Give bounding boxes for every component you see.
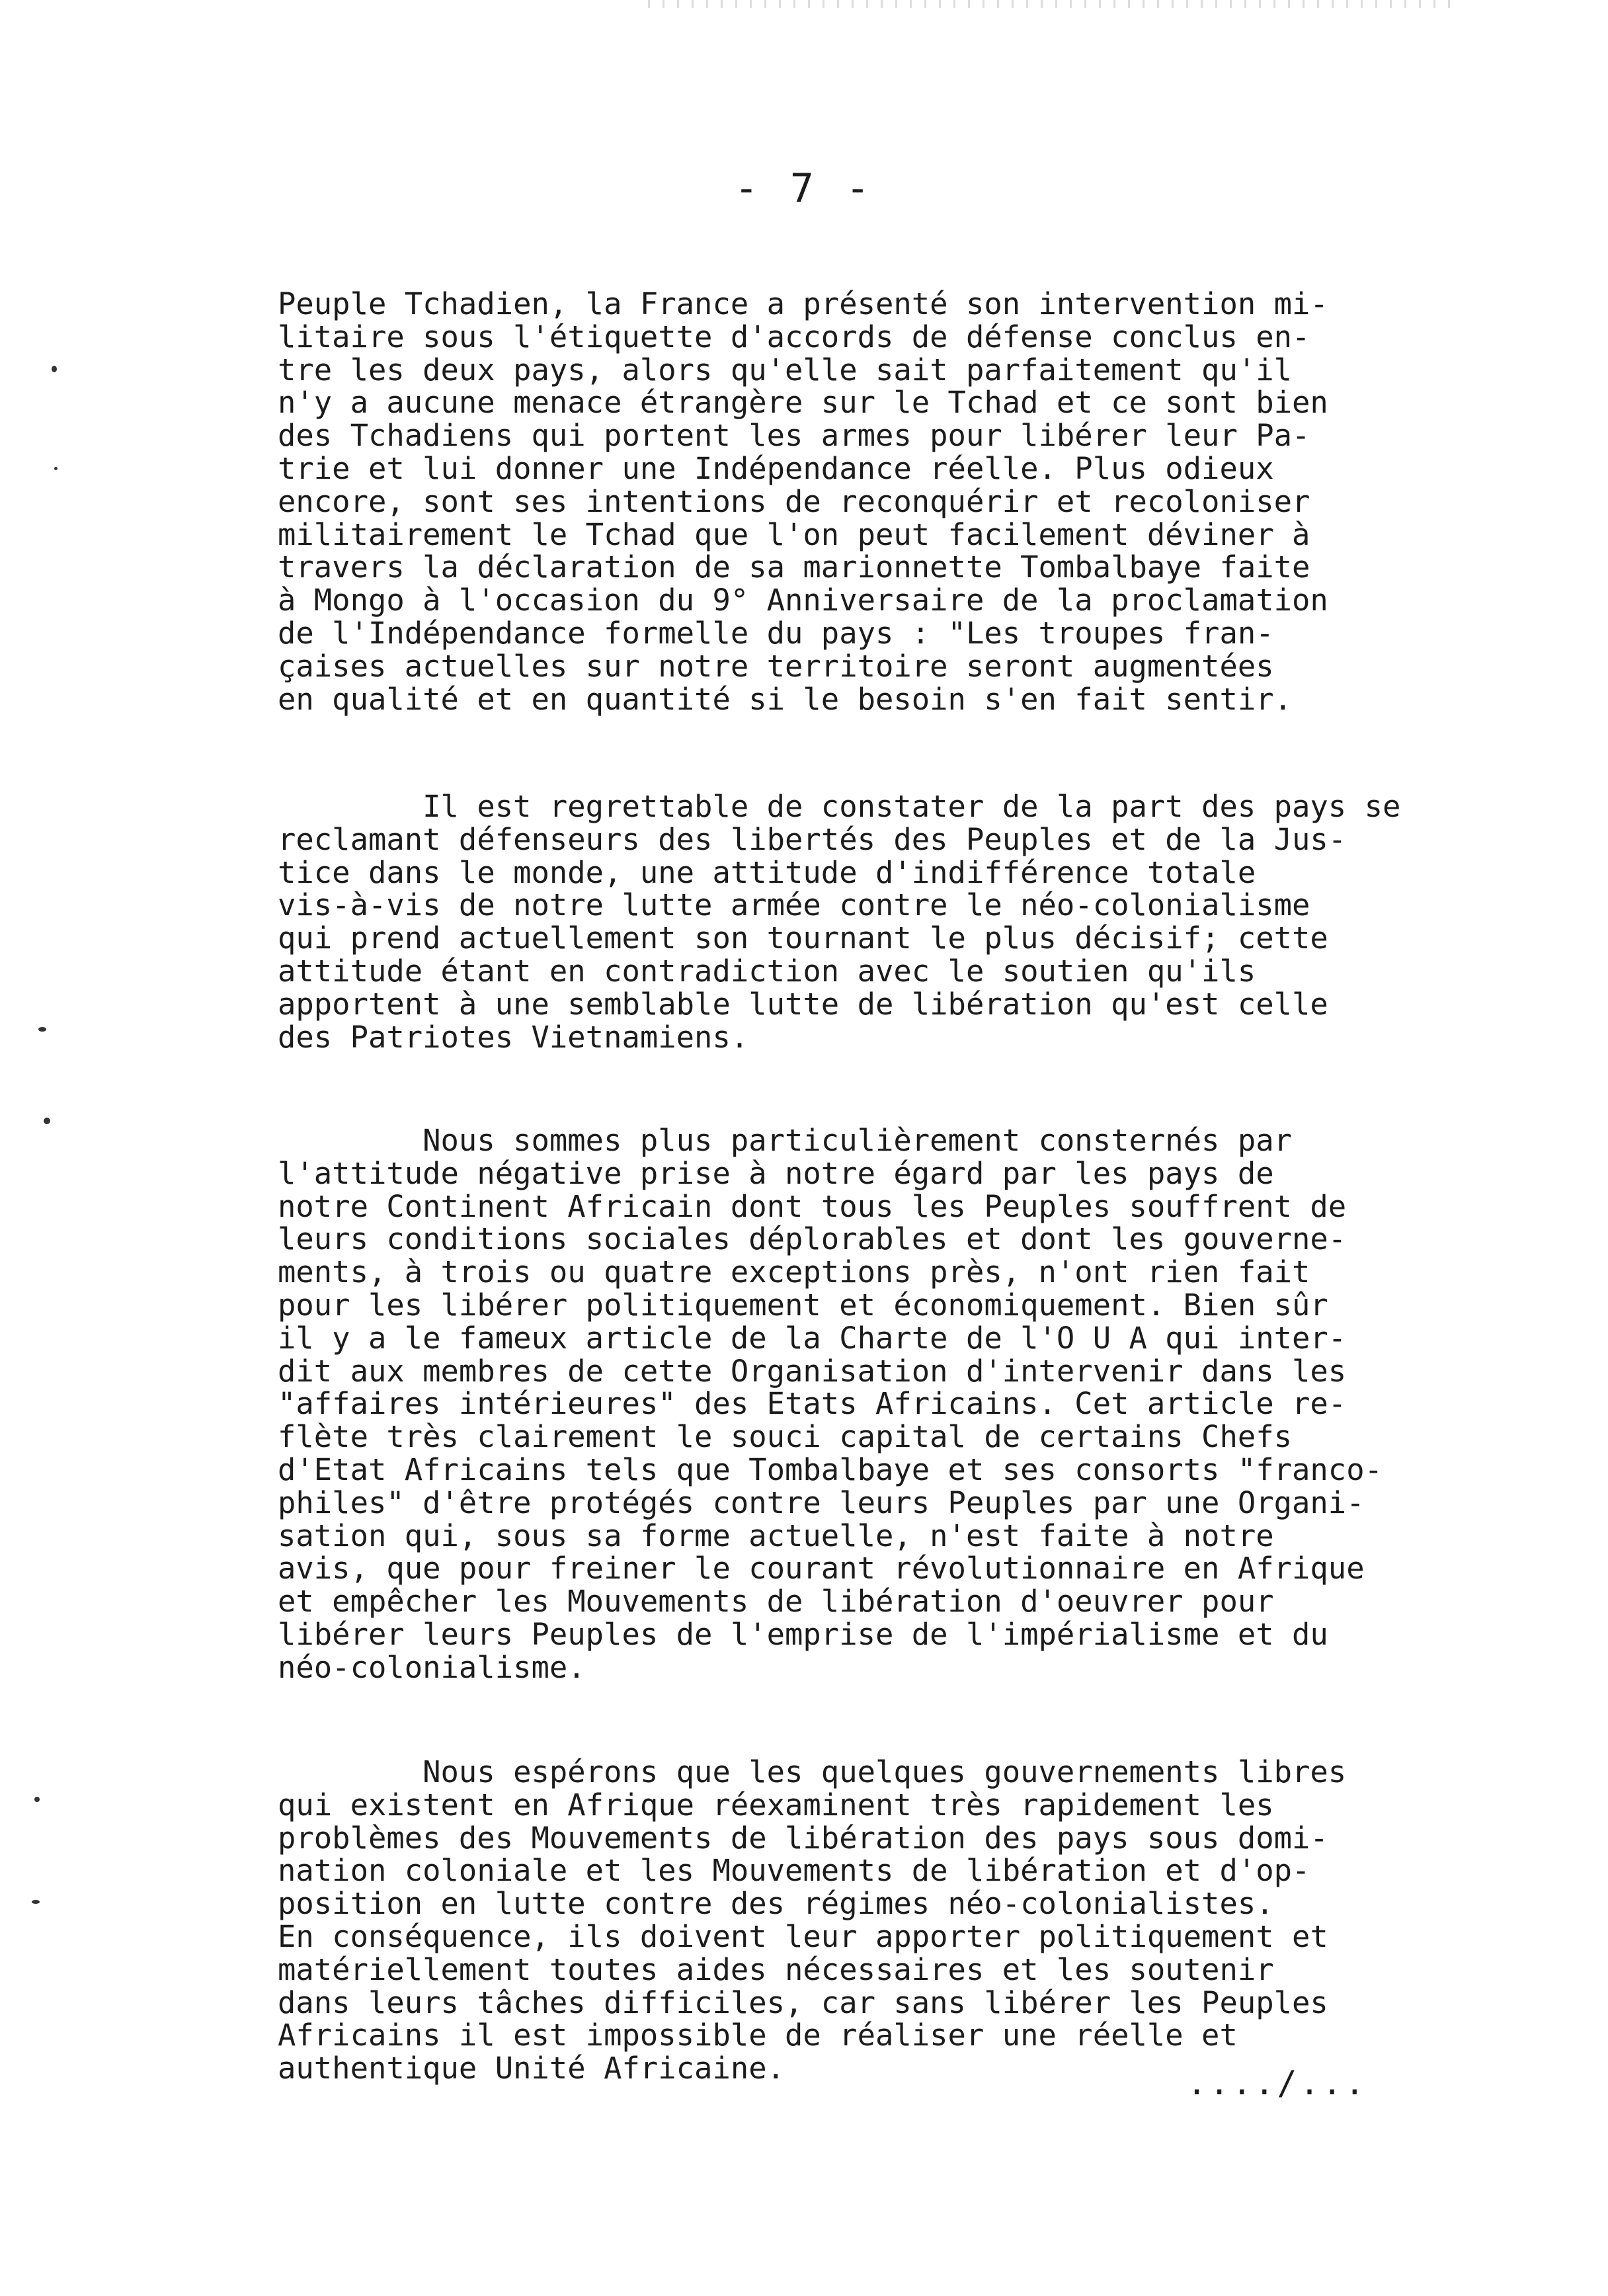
text-line: et empêcher les Mouvements de libération d'oeuvrer pour <box>278 1584 1274 1620</box>
text-line: nation coloniale et les Mouvements de libération et d'op- <box>278 1853 1310 1889</box>
text-line: n'y a aucune menace étrangère sur le Tchad et ce sont bien <box>278 385 1328 421</box>
text-line: à Mongo à l'occasion du 9° Anniversaire de la proclamation <box>278 583 1328 618</box>
text-line: libérer leurs Peuples de l'emprise de l'impérialisme et du <box>278 1616 1328 1652</box>
text-line: çaises actuelles sur notre territoire seront augmentées <box>278 648 1274 684</box>
margin-speck <box>52 366 57 372</box>
text-line: néo-colonialisme. <box>278 1649 586 1685</box>
text-line: philes" d'être protégés contre leurs Peuples par une Organi- <box>278 1485 1365 1520</box>
text-line: tice dans le monde, une attitude d'indifférence totale <box>278 854 1256 890</box>
text-line: Peuple Tchadien, la France a présenté son intervention mi- <box>278 286 1328 321</box>
paragraph-1 <box>278 288 1521 716</box>
text-line: d'Etat Africains tels que Tombalbaye et ses consorts "franco- <box>278 1452 1383 1487</box>
text-line: authentique Unité Africaine. <box>278 2051 785 2086</box>
continuation-mark: ..../... <box>1187 2064 1367 2102</box>
text-line: qui existent en Afrique réexaminent très rapidement les <box>278 1787 1274 1823</box>
margin-speck <box>34 1797 40 1802</box>
paragraph-4 <box>278 1756 1521 2085</box>
text-line: encore, sont ses intentions de reconquérir et recoloniser <box>278 483 1310 519</box>
text-line: Africains il est impossible de réaliser une réelle et <box>278 2018 1238 2053</box>
text-line: qui prend actuellement son tournant le plus décisif; cette <box>278 921 1328 956</box>
text-line: reclamant défenseurs des libertés des Peuples et de la Jus- <box>278 821 1347 857</box>
text-line: position en lutte contre des régimes néo-colonialistes. <box>278 1886 1274 1922</box>
text-line: militairement le Tchad que l'on peut facilement déviner à <box>278 516 1310 552</box>
text-line: l'attitude négative prise à notre égard par les pays de <box>278 1155 1274 1191</box>
text-line: apportent à une semblable lutte de libération qu'est celle <box>278 986 1328 1022</box>
text-line: En conséquence, ils doivent leur apporter politiquement et <box>278 1918 1328 1954</box>
text-line: sation qui, sous sa forme actuelle, n'est faite à notre <box>278 1518 1274 1553</box>
text-line: ments, à trois ou quatre exceptions près, n'ont rien fait <box>278 1254 1310 1290</box>
text-line: vis-à-vis de notre lutte armée contre le néo-colonialisme <box>278 887 1310 923</box>
text-line: Nous espérons que les quelques gouvernements libres <box>278 1754 1347 1789</box>
text-line: pour les libérer politiquement et économiquement. Bien sûr <box>278 1287 1328 1323</box>
scan-noise-top <box>648 0 1455 8</box>
text-line: flète très clairement le souci capital de certains Chefs <box>278 1419 1293 1455</box>
text-line: matériellement toutes aides nécessaires et les soutenir <box>278 1951 1274 1987</box>
text-line: en qualité et en quantité si le besoin s'en fait sentir. <box>278 681 1293 717</box>
margin-speck <box>32 1900 40 1904</box>
text-line: des Patriotes Vietnamiens. <box>278 1019 749 1055</box>
text-line: travers la déclaration de sa marionnette Tombalbaye faite <box>278 550 1310 585</box>
margin-speck <box>38 1027 46 1032</box>
paragraph-3 <box>278 1124 1521 1684</box>
margin-speck <box>44 1118 50 1124</box>
text-line: Nous sommes plus particulièrement consternés par <box>278 1123 1293 1158</box>
text-line: litaire sous l'étiquette d'accords de défense conclus en- <box>278 319 1310 354</box>
text-line: notre Continent Africain dont tous les Peuples souffrent de <box>278 1188 1347 1224</box>
margin-speck <box>54 467 58 470</box>
text-line: "affaires intérieures" des Etats Africains. Cet article re- <box>278 1386 1347 1422</box>
text-line: de l'Indépendance formelle du pays : "Les troupes fran- <box>278 615 1274 651</box>
text-line: Il est regrettable de constater de la part des pays se <box>278 789 1401 824</box>
text-line: leurs conditions sociales déplorables et dont les gouverne- <box>278 1221 1347 1257</box>
text-line: des Tchadiens qui portent les armes pour libérer leur Pa- <box>278 418 1310 454</box>
text-line: tre les deux pays, alors qu'elle sait parfaitement qu'il <box>278 352 1293 388</box>
text-line: dans leurs tâches difficiles, car sans libérer les Peuples <box>278 1985 1328 2020</box>
paragraph-2 <box>278 790 1521 1053</box>
text-line: il y a le fameux article de la Charte de l'O U A qui inter- <box>278 1320 1347 1356</box>
text-line: problèmes des Mouvements de libération des pays sous domi- <box>278 1820 1328 1856</box>
text-line: dit aux membres de cette Organisation d'intervenir dans les <box>278 1353 1347 1389</box>
text-line: attitude étant en contradiction avec le soutien qu'ils <box>278 953 1256 989</box>
text-line: avis, que pour freiner le courant révolutionnaire en Afrique <box>278 1551 1365 1586</box>
page-number: - 7 - <box>734 165 874 212</box>
text-line: trie et lui donner une Indépendance réelle. Plus odieux <box>278 450 1274 486</box>
